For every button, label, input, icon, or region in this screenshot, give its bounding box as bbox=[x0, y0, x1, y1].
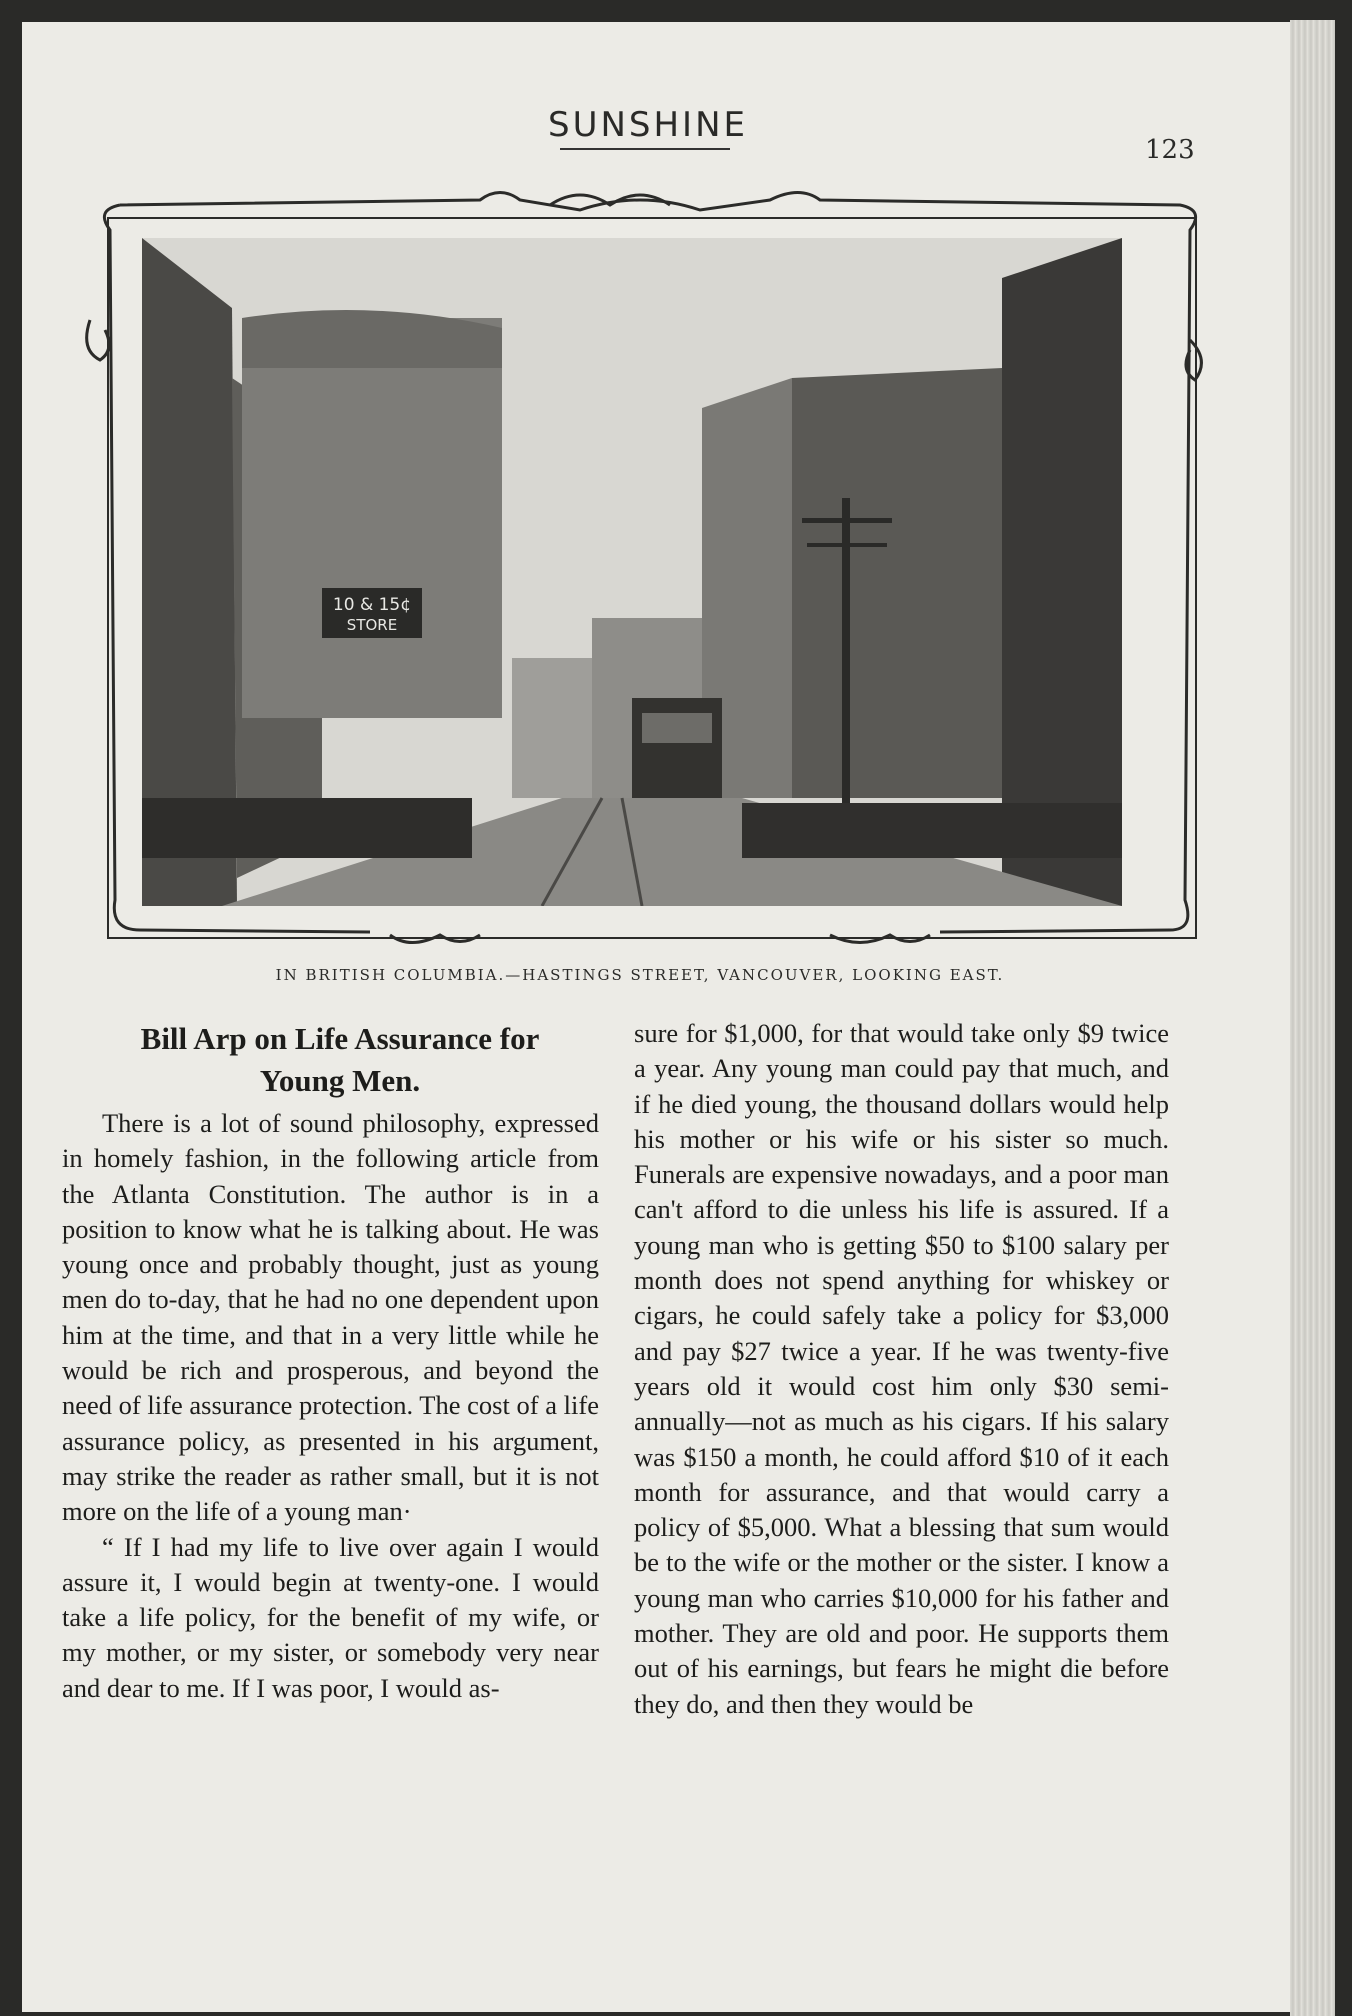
masthead: SUNSHINE bbox=[548, 105, 748, 145]
street-photograph bbox=[142, 238, 1122, 906]
article-title-line-1: Bill Arp on Life Assurance for bbox=[140, 1021, 540, 1056]
article-column-left bbox=[62, 1106, 599, 1706]
article-column-right bbox=[634, 1016, 1169, 1722]
page-edge-stack bbox=[1290, 20, 1335, 2016]
masthead-rule bbox=[560, 148, 730, 150]
page-number: 123 bbox=[1145, 135, 1195, 165]
article-paragraph: “ If I had my life to live over again I would assure it, I would begin at twenty-one. I would take a life policy, for the benefit of my wife, or my mother, or my sister, or somebody very near and dear to me. If I was poor, I would as- bbox=[62, 1531, 599, 1703]
article-title-line-2: Young Men. bbox=[259, 1063, 421, 1098]
photo-caption: IN BRITISH COLUMBIA.—HASTINGS STREET, VANCOUVER, LOOKING EAST. bbox=[275, 966, 1005, 984]
store-sign-price: 10 & 15¢ bbox=[332, 595, 412, 615]
article-paragraph: There is a lot of sound philosophy, expressed in homely fashion, in the following article from the Atlanta Constitution. The author is in a position to know what he is talking about. He was young once and probably thought, just as young men do to-day, that he had no one dependent upon him at the time, and that in a very little while he would be rich and prosperous, and beyond the need of life assurance protection. The cost of a life assurance policy, as presented in his argument, may strike the reader as rather small, but it is not more on the life of a young man· bbox=[62, 1108, 599, 1527]
article-paragraph: sure for $1,000, for that would take only $9 twice a year. Any young man could pay that much, and if he died young, the thousand dollars would help his mother or his wife or his sister so much. Funerals are expensive nowadays, and a poor man can't afford to die unless his life is assured. If a young man who is getting $50 to $100 salary per month does not spend anything for whiskey or cigars, he could safely take a policy for $3,000 and pay $27 twice a year. If he was twenty-five years old it would cost him only $30 semi-annually—not as much as his cigars. If his salary was $150 a month, he could afford $10 of it each month for assurance, and that would carry a policy of $5,000. What a blessing that sum would be to the wife or the mother or the sister. I know a young man who carries $10,000 for his father and mother. They are old and poor. He supports them out of his earnings, but fears he might die before they do, and then they would be bbox=[634, 1018, 1169, 1719]
street-scene-image bbox=[142, 238, 1122, 906]
store-sign-label: STORE bbox=[346, 616, 398, 634]
article-title bbox=[90, 1018, 590, 1102]
